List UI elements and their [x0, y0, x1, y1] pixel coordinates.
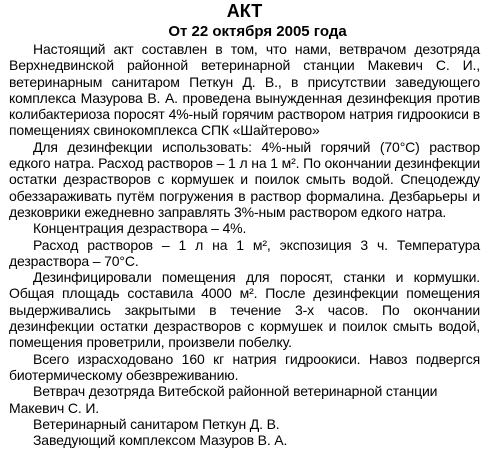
paragraph-total-used: Всего израсходовано 160 кг натрия гидроокиси. Навоз подвергся биотермическому обезвреживанию. [9, 350, 480, 383]
paragraph-disinfected-premises: Дезинфицировали помещения для поросят, станки и кормушки. Общая площадь составила 4000 м². После дезинфекции помещения выдерживались закрытыми в течение 3-х часов. По окончании дезинфекции остатки дезрастворов с кормушек и поилок смыть водой, помещения проветрили, произвели побелку. [9, 269, 480, 351]
paragraph-concentration: Концентрация дезраствора – 4%. [33, 220, 247, 237]
paragraph-consumption: Расход растворов – 1 л на 1 м², экспозиция 3 ч. Температура дезраствора – 70°С. [9, 236, 480, 269]
paragraph-instructions: Для дезинфекции использовать: 4%-ный горячий (70°С) раствор едкого натра. Расход растворов – 1 л на 1 м². По окончании дезинфекции остатки дезрастворов с кормушек и поилок смыть водой. Спецодежду обеззараживать путём погружения в раствор формалина. Дезбарьеры и дезковрики ежедневно заправлять 3%-ным раствором едкого натра. [9, 138, 480, 220]
signature-manager: Заведующий комплексом Мазуров В. А. [33, 432, 288, 449]
document-date: От 22 октября 2005 года [168, 23, 347, 40]
paragraph-intro: Настоящий акт составлен в том, что нами, ветврачом дезотряда Верхнедвинской районной ветеринарной станции Макевич С. И., ветеринарным санитаром Петкун Д. В., в присутствии заведующего комплекса Мазурова В. А. проведена вынужденная дезинфекция против колибактериоза поросят 4%-ный горячим раствором натрия гидроокиси в помещениях свинокомплекса СПК «Шайтерово» [9, 41, 480, 139]
document-title: АКТ [226, 1, 263, 21]
signature-sanitarian: Ветеринарный санитаром Петкун Д. В. [33, 415, 280, 432]
signature-veterinarian: Ветврач дезотряда Витебской районной ветеринарной станции Макевич С. И. [9, 383, 438, 416]
